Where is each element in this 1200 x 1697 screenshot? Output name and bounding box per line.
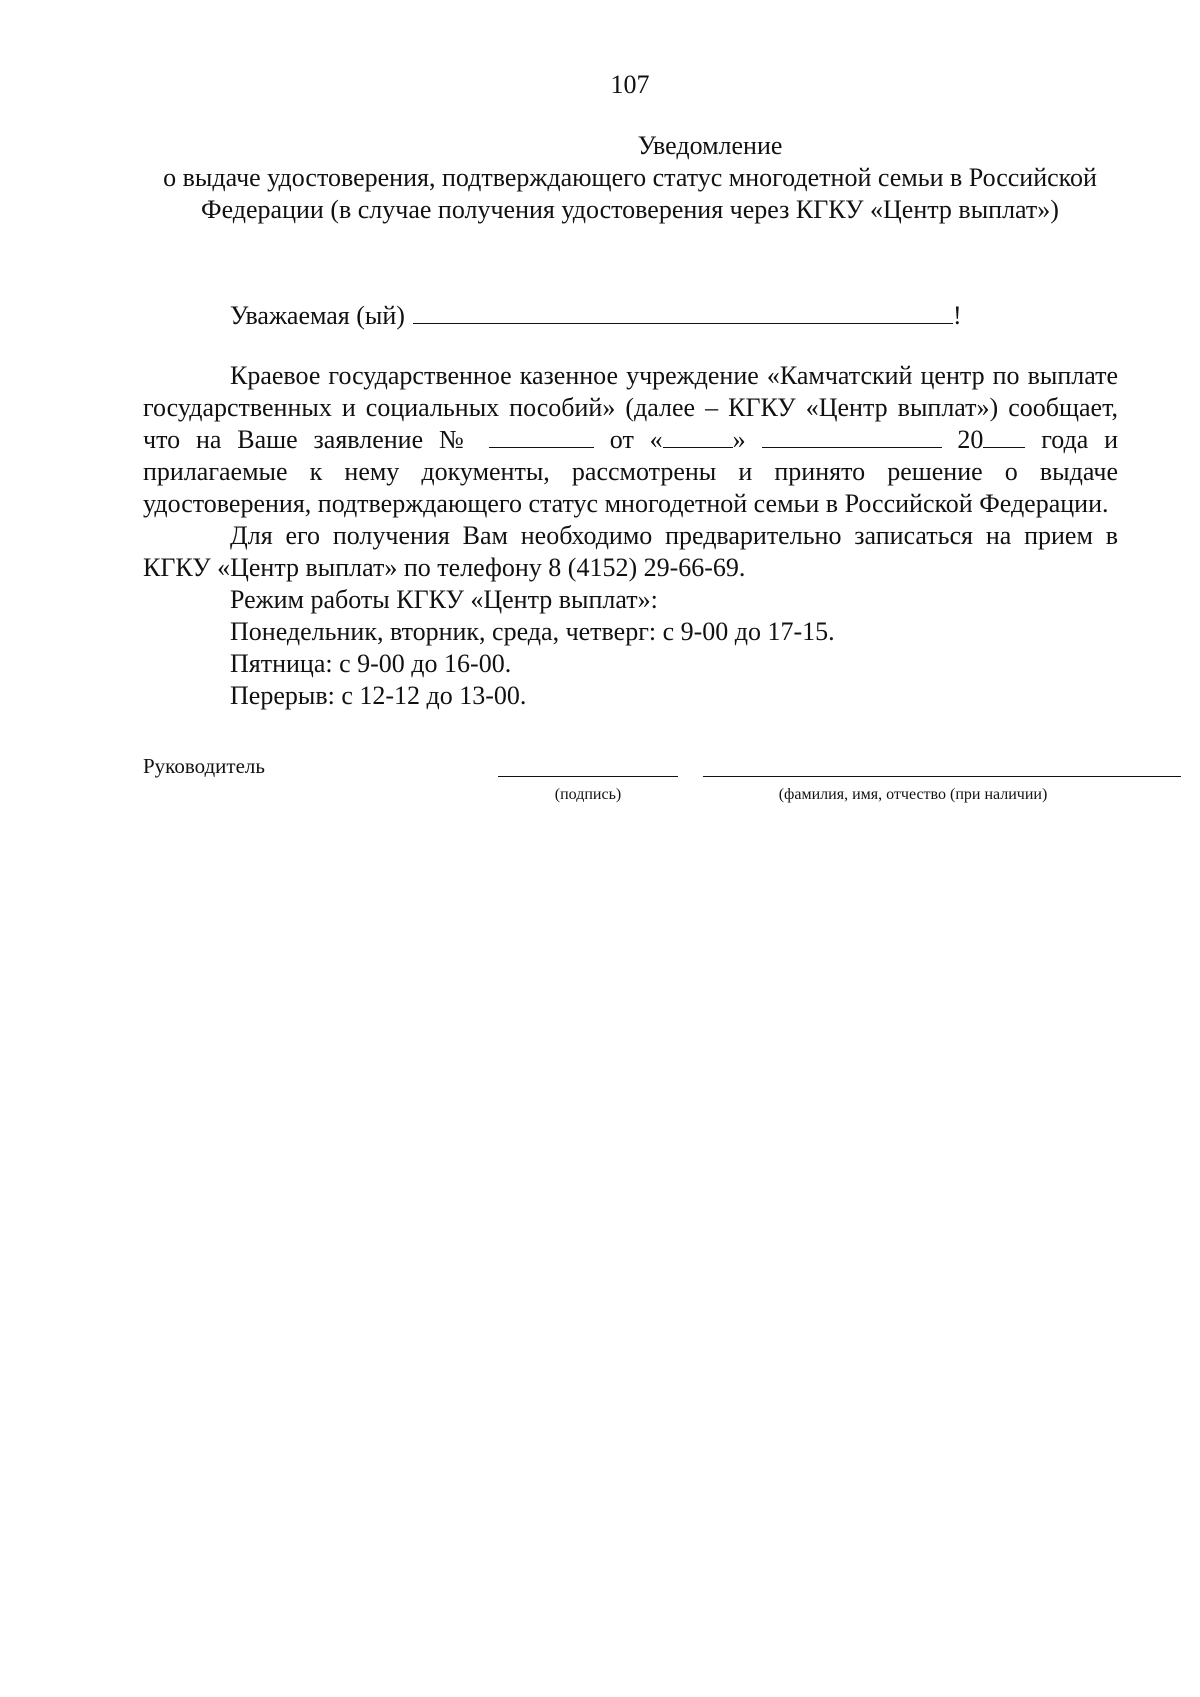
greeting [230, 297, 962, 332]
paragraph-decision-part1: Краевое государственное казенное учреждение «Камчатский центр по выплате государственных и социальных пособий» (далее – КГКУ «Центр выплат») сообщает, что на Ваше заявление № [143, 361, 1118, 454]
fullname-line [703, 776, 1181, 777]
fullname-caption: (фамилия, имя, отчество (при наличии) [778, 786, 1048, 803]
application-day-blank [663, 425, 733, 448]
paragraph-decision-part4: 20 [957, 425, 984, 454]
application-year-blank [983, 425, 1025, 448]
signatory-role: Руководитель [143, 754, 265, 778]
page-number: 107 [610, 70, 650, 99]
recipient-name-blank [413, 297, 953, 324]
signature-line [498, 776, 678, 777]
application-number-blank [489, 425, 594, 448]
paragraph-appointment: Для его получения Вам необходимо предварительно записаться на прием в КГКУ «Центр выплат» по телефону 8 (4152) 29-66-69. [143, 521, 1118, 582]
greeting-prefix: Уважаемая (ый) [230, 301, 405, 330]
paragraph-decision-part3: » [732, 425, 746, 454]
document-subtitle: о выдаче удостоверения, подтверждающего статус многодетной семьи в Российской Федерации (в случае получения удостоверения через КГКУ «Центр выплат») [163, 163, 1097, 224]
schedule-friday: Пятница: с 9-00 до 16-00. [230, 649, 512, 678]
schedule-break: Перерыв: с 12-12 до 13-00. [230, 681, 527, 710]
body-text [143, 360, 1118, 712]
signature-row [143, 754, 1183, 814]
paragraph-decision-part2: от « [609, 425, 663, 454]
title-block [140, 130, 1120, 226]
schedule-weekdays: Понедельник, вторник, среда, четверг: с 9-00 до 17-15. [230, 617, 835, 646]
application-month-blank [762, 425, 942, 448]
signature-caption: (подпись) [554, 786, 622, 803]
paragraph-decision [143, 360, 1118, 520]
schedule-heading: Режим работы КГКУ «Центр выплат»: [230, 585, 658, 614]
paragraph-decision-part5: года и прилагаемые к нему документы, рассмотрены и принято решение о выдаче удостоверения, подтверждающего статус многодетной семьи в Российской Федерации. [143, 425, 1118, 518]
document-title: Уведомление [637, 131, 783, 160]
greeting-suffix: ! [952, 301, 962, 330]
